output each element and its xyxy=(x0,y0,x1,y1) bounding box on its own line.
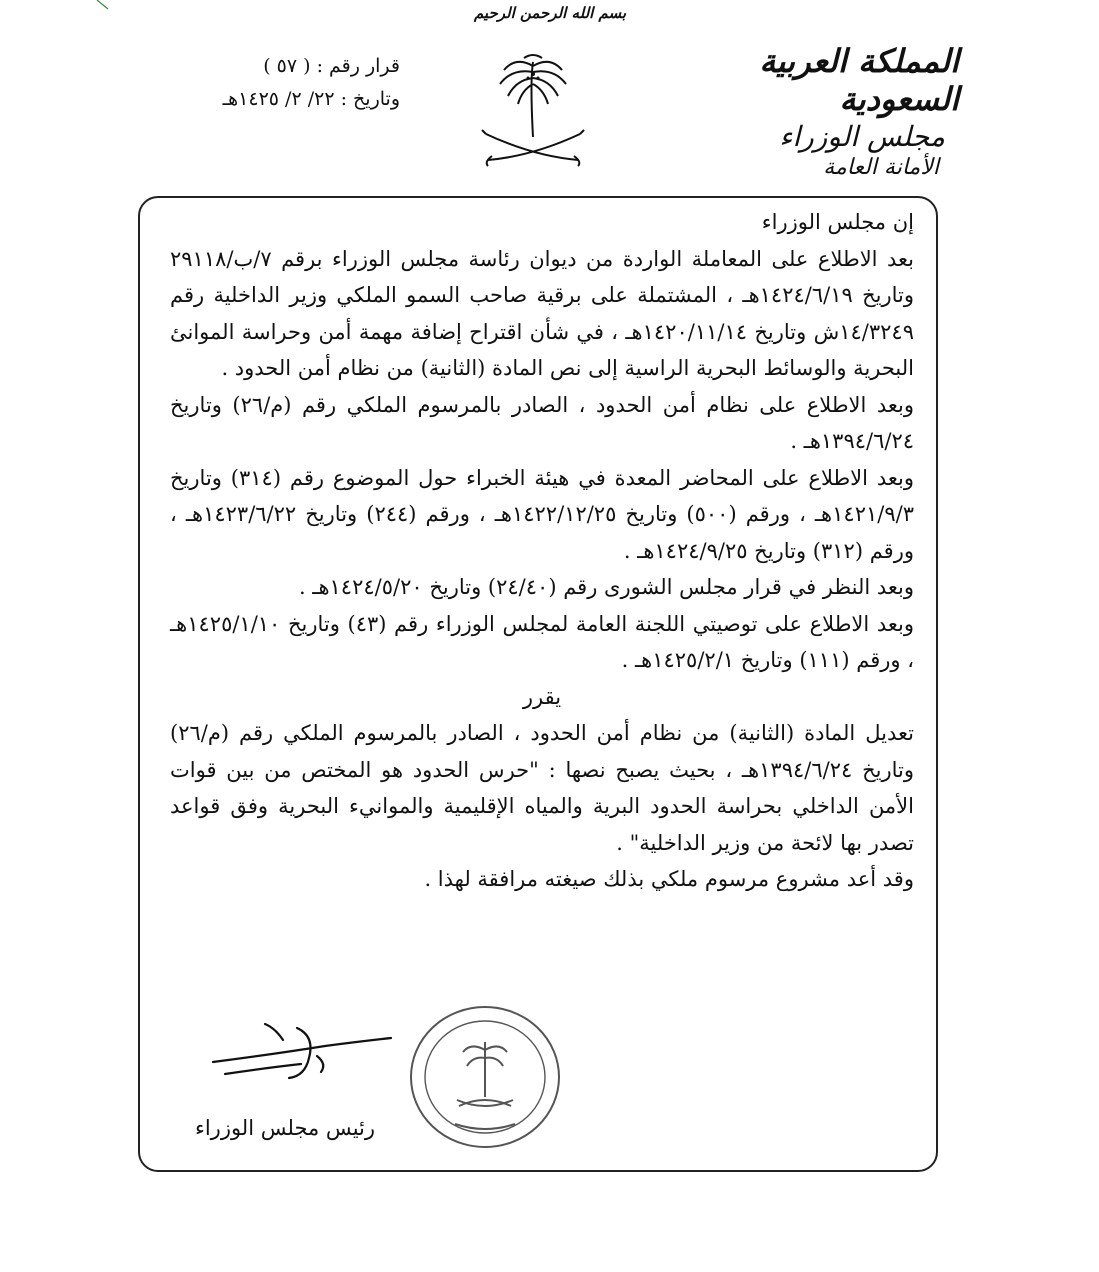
paragraph: وبعد الاطلاع على المحاضر المعدة في هيئة الخبراء حول الموضوع رقم (٣١٤) وتاريخ ١٤٢١/٩/٣هـ ، ورقم (٥٠٠) وتاريخ ١٤٢٢/١٢/٢٥هـ ، ورقم (٢٤٤) وتاريخ ١٤٢٣/٦/٢٢هـ ، ورقم (٣١٢) وتاريخ ١٤٢٤/٩/٢٥هـ . xyxy=(170,465,914,563)
chairman-title: رئيس مجلس الوزراء xyxy=(194,1116,376,1140)
decision-text: تعديل المادة (الثانية) من نظام أمن الحدود ، الصادر بالمرسوم الملكي رقم (م/٢٦) وتاريخ ١٣٩٤/٦/٢٤هـ ، بحيث يصبح نصها : "حرس الحدود هو المختص من بين قوات الأمن الداخلي بحراسة الحدود البرية والمياه الإقليمية والموانيء البحرية وفق قواعد تصدر بها لائحة من وزير الداخلية" . xyxy=(170,721,914,855)
decision-reference xyxy=(160,50,400,117)
decision-number: قرار رقم : ( ٥٧ ) xyxy=(263,55,400,77)
official-seal-icon xyxy=(405,1002,565,1152)
letterhead xyxy=(679,42,959,181)
basmala: بسم الله الرحمن الرحيم xyxy=(473,4,627,22)
paragraph: بعد الاطلاع على المعاملة الواردة من ديوان رئاسة مجلس الوزراء برقم ٧/ب/٢٩١١٨ وتاريخ ١٤٢٤/٦/١٩هـ ، المشتملة على برقية صاحب السمو الملكي وزير الداخلية رقم ١٤/٣٢٤٩ش وتاريخ ١٤٢٠/١١/١٤هـ ، في شأن اقتراح إضافة مهمة أمن وحراسة الموانئ البحرية والوسائط البحرية الراسية إلى نص المادة (الثانية) من نظام أمن الحدود . xyxy=(170,246,915,380)
chairman-signature xyxy=(205,1018,395,1093)
decides-heading: يقرر xyxy=(522,684,562,709)
paragraph: وبعد الاطلاع على نظام أمن الحدود ، الصادر بالمرسوم الملكي رقم (م/٢٦) وتاريخ ١٣٩٤/٦/٢٤هـ . xyxy=(170,392,915,453)
paragraph: وبعد النظر في قرار مجلس الشورى رقم (٢٤/٤٠) وتاريخ ١٤٢٤/٥/٢٠هـ . xyxy=(298,575,914,599)
corner-mark xyxy=(96,0,110,10)
opening-line: إن مجلس الوزراء xyxy=(761,210,914,234)
council-name: مجلس الوزراء xyxy=(779,119,945,153)
palm-swords-emblem-icon xyxy=(478,52,588,172)
closing-line: وقد أعد مشروع مرسوم ملكي بذلك صيغته مرافقة لهذا . xyxy=(424,867,914,891)
secretariat-name: الأمانة العامة xyxy=(823,154,939,180)
decision-body xyxy=(170,204,914,898)
decision-date: وتاريخ : ٢٢/ ٢/ ١٤٢٥هـ xyxy=(222,88,400,111)
paragraph: وبعد الاطلاع على توصيتي اللجنة العامة لمجلس الوزراء رقم (٤٣) وتاريخ ١٤٢٥/١/١٠هـ ، ورقم (١١١) وتاريخ ١٤٢٥/٢/١هـ . xyxy=(170,611,914,672)
kingdom-name: المملكة العربية السعودية xyxy=(759,42,959,119)
